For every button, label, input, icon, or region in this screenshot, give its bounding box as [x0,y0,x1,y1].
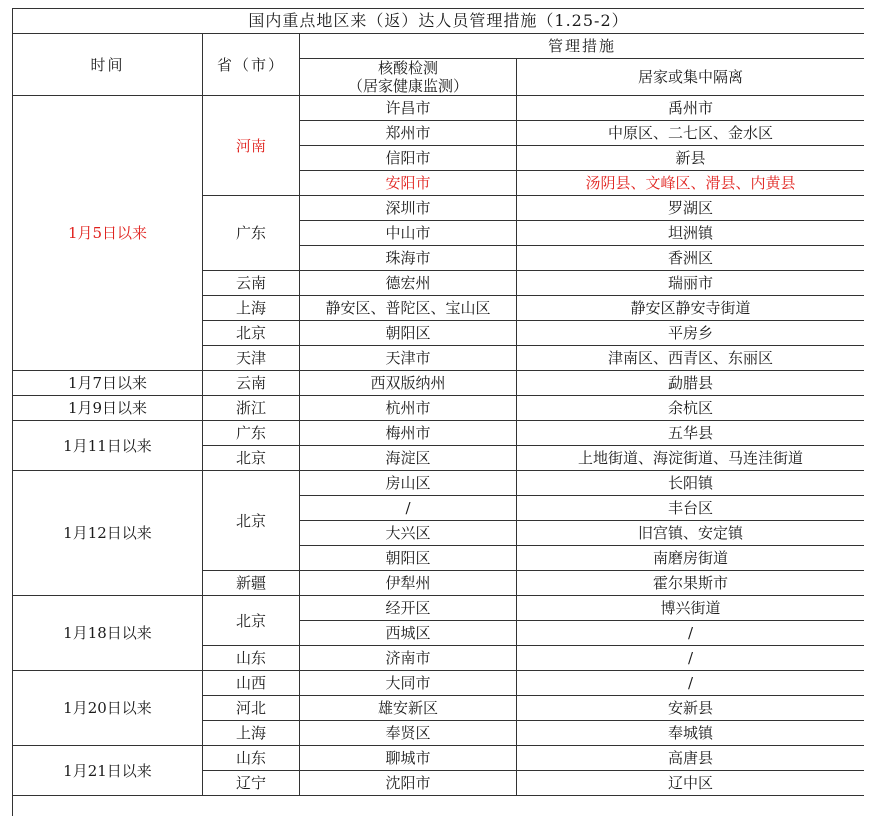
header-time: 时间 [13,34,203,96]
isolation-cell: / [517,621,865,646]
province-cell: 北京 [203,446,300,471]
nucleic-cell: 信阳市 [300,146,517,171]
nucleic-cell: 天津市 [300,346,517,371]
province-cell: 辽宁 [203,771,300,796]
isolation-cell: 五华县 [517,421,865,446]
isolation-cell: 坦洲镇 [517,221,865,246]
header-nucleic-line1: 核酸检测 [377,59,438,77]
nucleic-cell: 沈阳市 [300,771,517,796]
nucleic-cell: 静安区、普陀区、宝山区 [300,296,517,321]
time-cell: 1月5日以来 [13,96,203,371]
province-cell: 天津 [203,346,300,371]
isolation-cell: 辽中区 [517,771,865,796]
isolation-cell: 余杭区 [517,396,865,421]
time-cell: 1月12日以来 [13,471,203,596]
time-cell: 1月11日以来 [13,421,203,471]
table-row [13,96,865,121]
nucleic-cell: 济南市 [300,646,517,671]
nucleic-cell: 珠海市 [300,246,517,271]
isolation-cell: 津南区、西青区、东丽区 [517,346,865,371]
table-row [13,471,865,496]
table-row [13,671,865,696]
province-cell: 新疆 [203,571,300,596]
measures-table [12,8,864,816]
nucleic-cell: 奉贤区 [300,721,517,746]
isolation-cell: 上地街道、海淀街道、马连洼街道 [517,446,865,471]
province-cell: 河北 [203,696,300,721]
table-row [13,596,865,621]
nucleic-cell: 梅州市 [300,421,517,446]
nucleic-cell: 德宏州 [300,271,517,296]
nucleic-cell: 西双版纳州 [300,371,517,396]
nucleic-cell: 朝阳区 [300,546,517,571]
isolation-cell: 香洲区 [517,246,865,271]
time-cell: 1月18日以来 [13,596,203,671]
header-measures: 管理措施 [300,34,865,59]
nucleic-cell: 伊犁州 [300,571,517,596]
isolation-cell: 丰台区 [517,496,865,521]
time-cell: 1月7日以来 [13,371,203,396]
header-nucleic-line2: （居家健康监测） [347,77,468,95]
isolation-cell: 长阳镇 [517,471,865,496]
province-cell: 山东 [203,746,300,771]
nucleic-cell: 郑州市 [300,121,517,146]
nucleic-cell: 大同市 [300,671,517,696]
table-row [13,371,865,396]
isolation-cell: 禹州市 [517,96,865,121]
isolation-cell: / [517,671,865,696]
nucleic-cell: 杭州市 [300,396,517,421]
isolation-cell: / [517,646,865,671]
province-cell: 广东 [203,421,300,446]
isolation-cell: 奉城镇 [517,721,865,746]
isolation-cell: 安新县 [517,696,865,721]
time-cell: 1月9日以来 [13,396,203,421]
isolation-cell: 南磨房街道 [517,546,865,571]
province-cell: 云南 [203,371,300,396]
isolation-cell: 中原区、二七区、金水区 [517,121,865,146]
table-footer-row [13,796,865,816]
document-sheet [12,8,864,816]
table-row [13,746,865,771]
table-footer-cell [13,796,865,816]
province-cell: 山西 [203,671,300,696]
header-province: 省（市） [203,34,300,96]
nucleic-cell: 雄安新区 [300,696,517,721]
isolation-cell: 静安区静安寺街道 [517,296,865,321]
province-cell: 云南 [203,271,300,296]
table-row [13,421,865,446]
nucleic-cell: 经开区 [300,596,517,621]
nucleic-cell: 许昌市 [300,96,517,121]
province-cell: 山东 [203,646,300,671]
header-isolation: 居家或集中隔离 [517,59,865,96]
isolation-cell: 瑞丽市 [517,271,865,296]
nucleic-cell: 房山区 [300,471,517,496]
province-cell: 上海 [203,296,300,321]
isolation-cell: 高唐县 [517,746,865,771]
isolation-cell: 罗湖区 [517,196,865,221]
province-cell: 广东 [203,196,300,271]
nucleic-cell: 朝阳区 [300,321,517,346]
province-cell: 上海 [203,721,300,746]
table-row [13,396,865,421]
nucleic-cell: 海淀区 [300,446,517,471]
time-cell: 1月20日以来 [13,671,203,746]
nucleic-cell: 大兴区 [300,521,517,546]
isolation-cell: 博兴街道 [517,596,865,621]
province-cell: 北京 [203,596,300,646]
province-cell: 北京 [203,321,300,346]
province-cell: 河南 [203,96,300,196]
nucleic-cell: 中山市 [300,221,517,246]
time-cell: 1月21日以来 [13,746,203,796]
isolation-cell: 新县 [517,146,865,171]
nucleic-cell: 西城区 [300,621,517,646]
nucleic-cell: / [300,496,517,521]
nucleic-cell: 深圳市 [300,196,517,221]
table-title: 国内重点地区来（返）达人员管理措施（1.25-2） [13,9,865,34]
province-cell: 浙江 [203,396,300,421]
province-cell: 北京 [203,471,300,571]
nucleic-cell: 聊城市 [300,746,517,771]
nucleic-cell: 安阳市 [300,171,517,196]
isolation-cell: 旧宫镇、安定镇 [517,521,865,546]
header-nucleic [300,59,517,96]
isolation-cell: 霍尔果斯市 [517,571,865,596]
isolation-cell: 平房乡 [517,321,865,346]
isolation-cell: 勐腊县 [517,371,865,396]
isolation-cell: 汤阴县、文峰区、滑县、内黄县 [517,171,865,196]
